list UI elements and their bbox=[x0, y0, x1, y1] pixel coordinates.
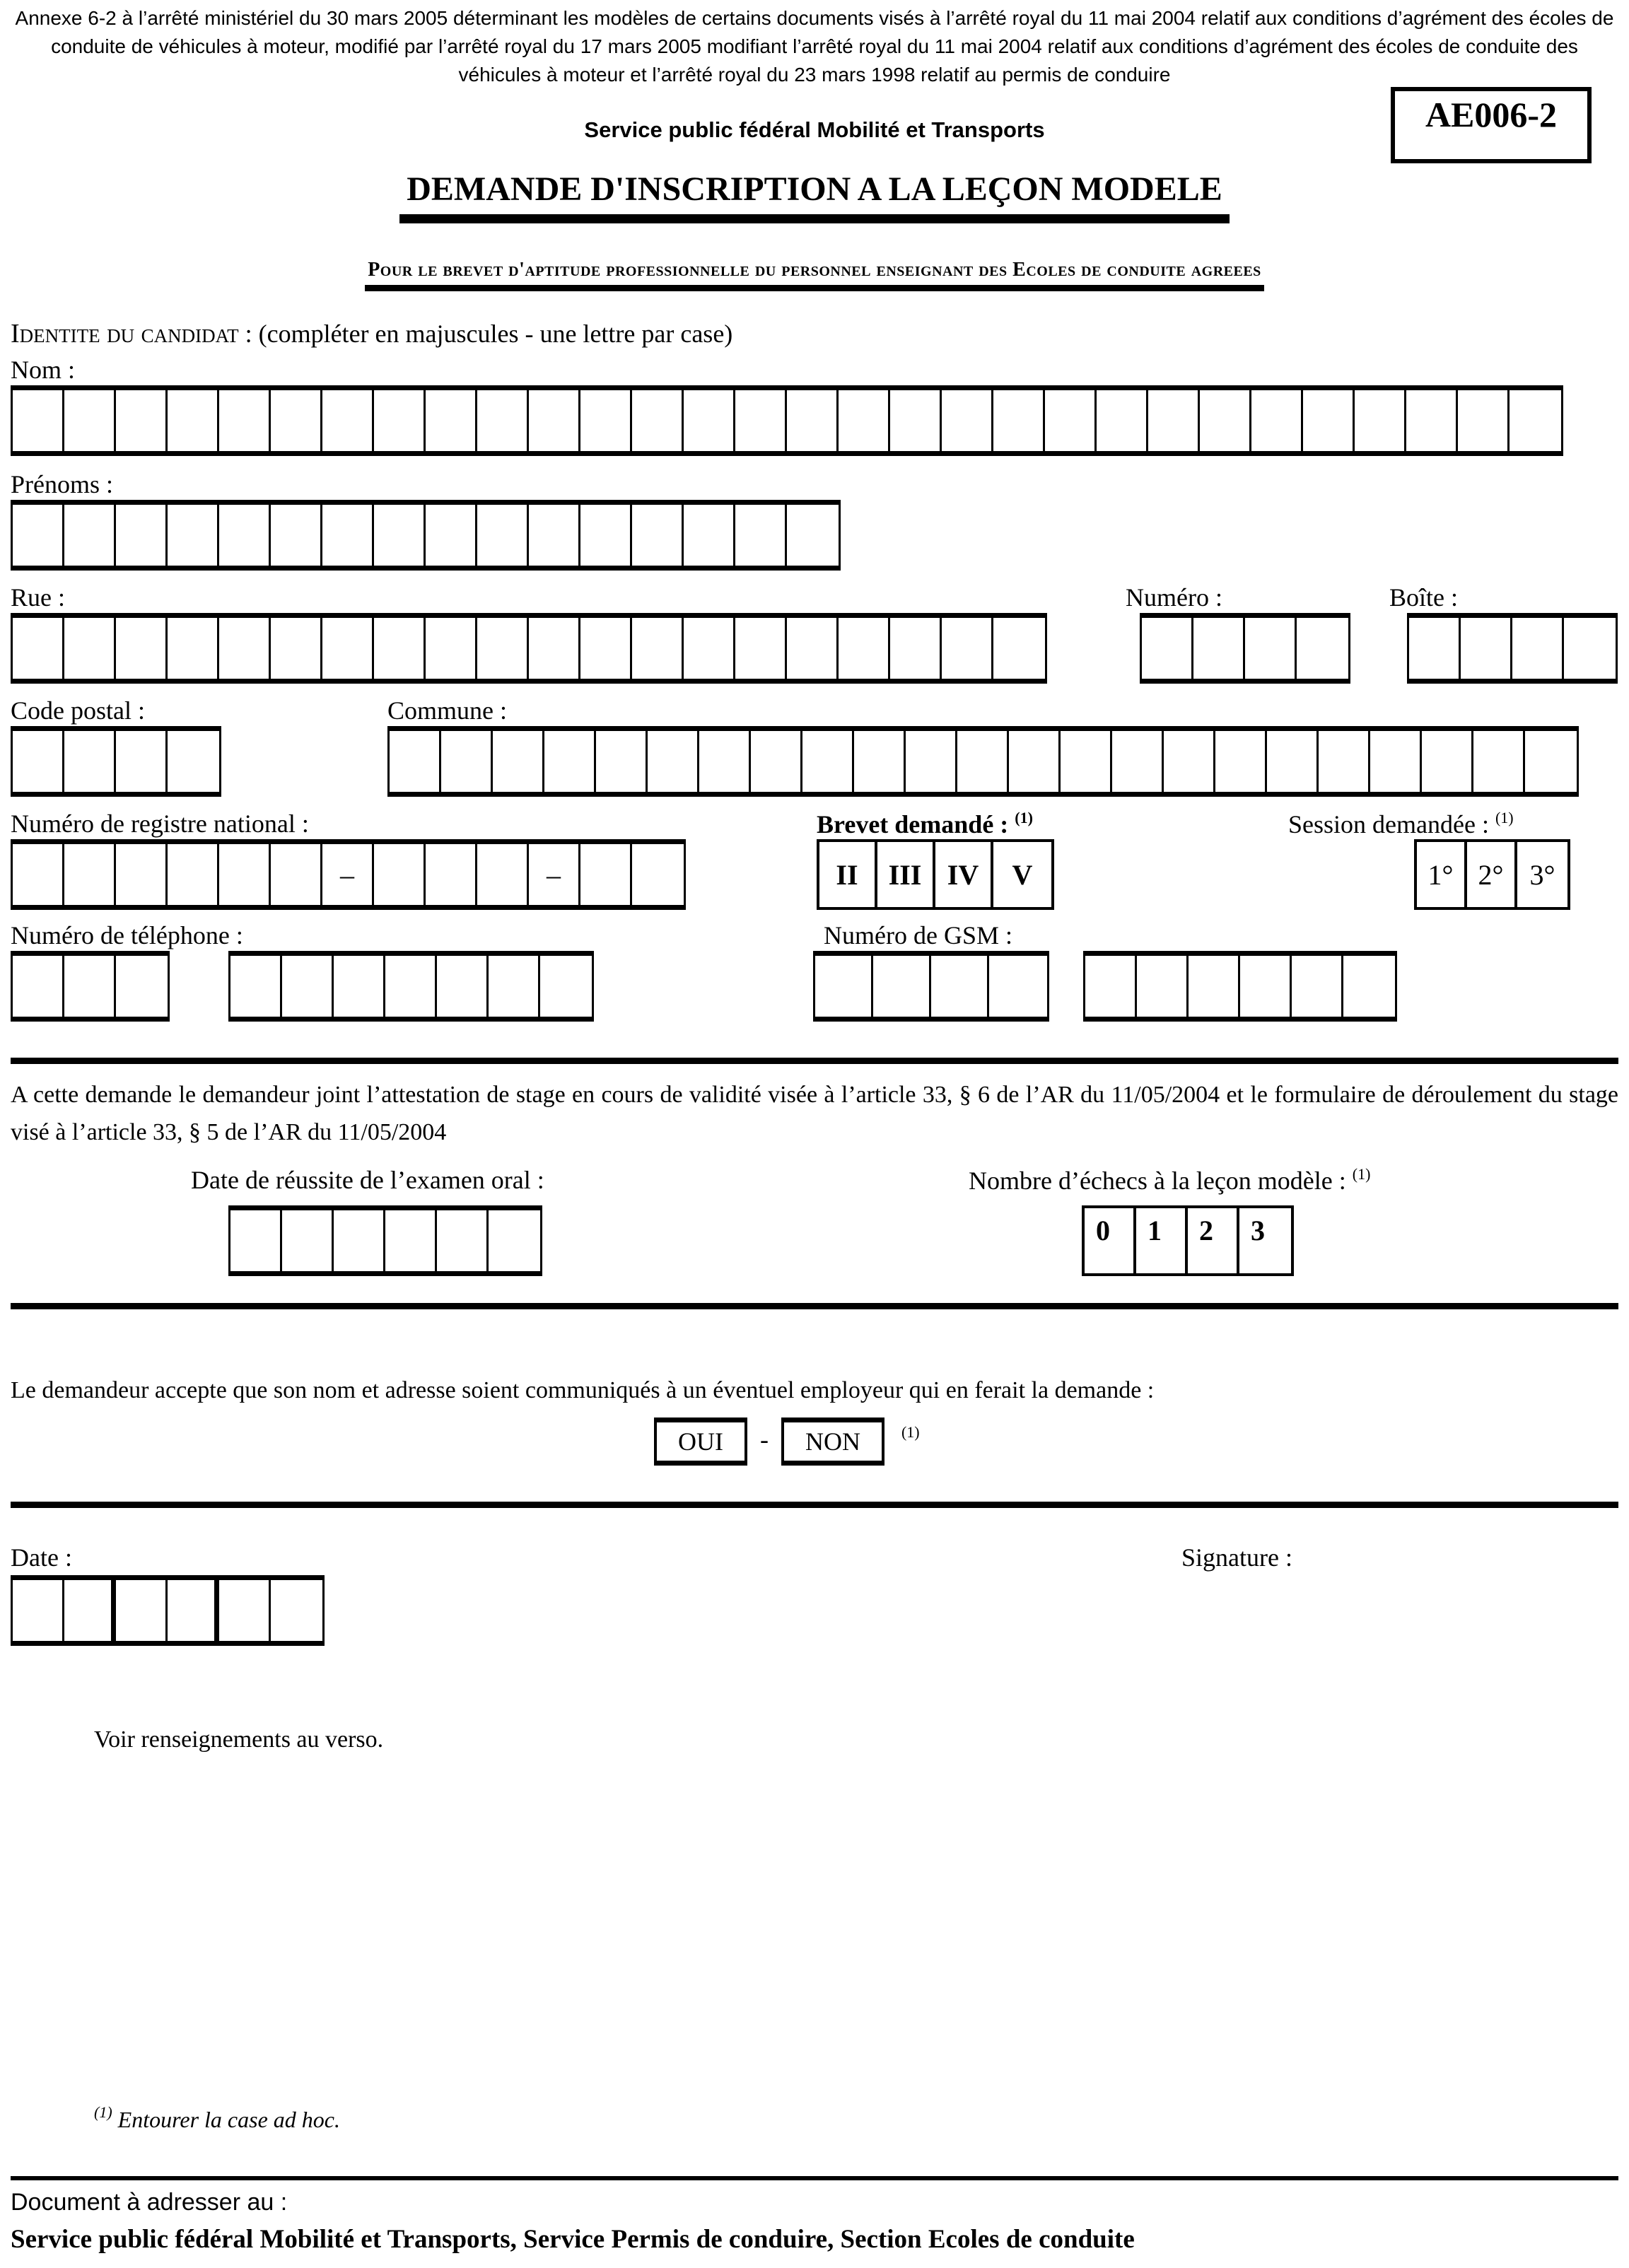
char-cell[interactable] bbox=[1112, 731, 1164, 792]
char-cell[interactable] bbox=[477, 390, 529, 451]
char-cell[interactable] bbox=[1267, 731, 1319, 792]
form-code-box: AE006-2 bbox=[1391, 87, 1592, 163]
char-cell[interactable] bbox=[489, 1210, 540, 1271]
option-cell[interactable]: 1 bbox=[1136, 1208, 1188, 1273]
label-nom: Nom : bbox=[11, 356, 76, 384]
char-cell[interactable] bbox=[1370, 731, 1422, 792]
grid-gsm-prefix[interactable] bbox=[813, 951, 1049, 1022]
char-cell[interactable] bbox=[437, 956, 489, 1017]
char-cell[interactable] bbox=[271, 505, 322, 566]
char-cell[interactable] bbox=[890, 390, 942, 451]
char-cell[interactable] bbox=[1319, 731, 1370, 792]
char-cell[interactable] bbox=[989, 956, 1047, 1017]
char-cell[interactable] bbox=[580, 844, 632, 905]
char-cell[interactable] bbox=[1137, 956, 1189, 1017]
option-cell[interactable]: 2° bbox=[1467, 842, 1517, 907]
char-cell[interactable] bbox=[13, 956, 64, 1017]
label-nb-echecs-text: Nombre d’échecs à la leçon modèle : bbox=[969, 1167, 1346, 1195]
char-cell[interactable] bbox=[1193, 618, 1245, 679]
char-cell[interactable] bbox=[931, 956, 989, 1017]
char-cell[interactable] bbox=[1458, 390, 1510, 451]
char-cell[interactable] bbox=[334, 956, 385, 1017]
subtitle: Pour le brevet d'aptitude professionnelle du personnel enseignant des Ecoles de conduite agreees bbox=[365, 259, 1264, 291]
char-cell[interactable] bbox=[1422, 731, 1473, 792]
char-cell[interactable] bbox=[1045, 390, 1097, 451]
option-cell[interactable]: 2 bbox=[1188, 1208, 1239, 1273]
identity-heading-caps: Identite du candidat bbox=[11, 319, 239, 349]
char-cell[interactable] bbox=[787, 505, 839, 566]
char-cell[interactable] bbox=[64, 844, 116, 905]
grid-prenoms[interactable] bbox=[11, 500, 841, 571]
consent-statement: Le demandeur accepte que son nom et adresse soient communiqués à un éventuel employeur qui en ferait la demande : bbox=[11, 1377, 1155, 1403]
footnote-marker: (1) bbox=[94, 2103, 112, 2121]
char-cell[interactable] bbox=[1245, 618, 1297, 679]
option-cell[interactable]: 0 bbox=[1085, 1208, 1136, 1273]
grid-numero[interactable] bbox=[1140, 613, 1350, 684]
char-cell[interactable] bbox=[1085, 956, 1137, 1017]
option-cell[interactable]: III bbox=[877, 842, 935, 907]
char-cell[interactable] bbox=[441, 731, 493, 792]
char-cell[interactable] bbox=[839, 390, 890, 451]
grid-echecs-options[interactable] bbox=[1082, 1205, 1294, 1276]
char-cell[interactable] bbox=[580, 505, 632, 566]
char-cell[interactable] bbox=[735, 505, 787, 566]
grid-rue[interactable] bbox=[11, 613, 1047, 684]
footnote bbox=[94, 2103, 340, 2133]
char-cell[interactable] bbox=[839, 618, 890, 679]
char-cell[interactable] bbox=[322, 390, 374, 451]
label-gsm: Numéro de GSM : bbox=[824, 921, 1012, 949]
char-cell[interactable] bbox=[942, 390, 993, 451]
char-cell[interactable] bbox=[374, 505, 426, 566]
char-cell[interactable] bbox=[854, 731, 906, 792]
char-cell[interactable] bbox=[230, 956, 282, 1017]
char-cell[interactable] bbox=[168, 1580, 219, 1641]
char-cell[interactable] bbox=[374, 618, 426, 679]
char-cell[interactable] bbox=[580, 390, 632, 451]
char-cell[interactable] bbox=[168, 844, 219, 905]
char-cell[interactable] bbox=[322, 618, 374, 679]
char-cell[interactable] bbox=[873, 956, 931, 1017]
char-cell[interactable] bbox=[540, 956, 592, 1017]
label-commune: Commune : bbox=[387, 696, 507, 725]
char-cell[interactable] bbox=[13, 505, 64, 566]
char-cell[interactable] bbox=[13, 390, 64, 451]
char-cell[interactable] bbox=[942, 618, 993, 679]
char-cell[interactable] bbox=[168, 618, 219, 679]
option-cell[interactable]: II bbox=[819, 842, 877, 907]
char-cell[interactable] bbox=[699, 731, 751, 792]
label-telephone: Numéro de téléphone : bbox=[11, 921, 243, 949]
char-cell[interactable] bbox=[282, 956, 334, 1017]
grid-telephone-number[interactable] bbox=[228, 951, 594, 1022]
label-nb-echecs bbox=[969, 1165, 1370, 1196]
char-cell[interactable] bbox=[322, 505, 374, 566]
char-cell[interactable] bbox=[334, 1210, 385, 1271]
char-cell[interactable] bbox=[1297, 618, 1348, 679]
char-cell[interactable] bbox=[1189, 956, 1240, 1017]
char-cell[interactable] bbox=[735, 618, 787, 679]
char-cell[interactable] bbox=[64, 618, 116, 679]
brevet-footnote-marker: (1) bbox=[1015, 809, 1033, 826]
label-brevet-demande bbox=[817, 809, 1033, 839]
char-cell[interactable] bbox=[116, 956, 168, 1017]
char-cell[interactable] bbox=[385, 956, 437, 1017]
verso-note: Voir renseignements au verso. bbox=[94, 1726, 384, 1753]
service-title: Service public fédéral Mobilité et Transports bbox=[584, 117, 1045, 142]
char-cell[interactable] bbox=[489, 956, 540, 1017]
char-cell[interactable] bbox=[64, 505, 116, 566]
char-cell[interactable] bbox=[993, 618, 1045, 679]
char-cell[interactable] bbox=[230, 1210, 282, 1271]
grid-nom[interactable] bbox=[11, 385, 1563, 456]
char-cell[interactable] bbox=[751, 731, 802, 792]
identity-heading-suffix: : (compléter en majuscules - une lettre par case) bbox=[238, 320, 733, 348]
option-cell[interactable]: 1° bbox=[1417, 842, 1467, 907]
dash-cell: – bbox=[322, 844, 374, 905]
char-cell[interactable] bbox=[684, 505, 735, 566]
char-cell[interactable] bbox=[1355, 390, 1406, 451]
char-cell[interactable] bbox=[684, 390, 735, 451]
consent-footnote-marker: (1) bbox=[901, 1423, 920, 1441]
char-cell[interactable] bbox=[1512, 618, 1564, 679]
char-cell[interactable] bbox=[1061, 731, 1112, 792]
char-cell[interactable] bbox=[1510, 390, 1561, 451]
char-cell[interactable] bbox=[374, 390, 426, 451]
char-cell[interactable] bbox=[426, 618, 477, 679]
char-cell[interactable] bbox=[13, 731, 64, 792]
char-cell[interactable] bbox=[426, 505, 477, 566]
char-cell[interactable] bbox=[529, 390, 580, 451]
char-cell[interactable] bbox=[580, 618, 632, 679]
char-cell[interactable] bbox=[735, 390, 787, 451]
grid-date[interactable] bbox=[11, 1575, 325, 1646]
char-cell[interactable] bbox=[632, 390, 684, 451]
label-session-text: Session demandée : bbox=[1288, 810, 1489, 838]
char-cell[interactable] bbox=[116, 618, 168, 679]
label-rue: Rue : bbox=[11, 583, 65, 612]
char-cell[interactable] bbox=[787, 390, 839, 451]
char-cell[interactable] bbox=[632, 505, 684, 566]
char-cell[interactable] bbox=[1240, 956, 1292, 1017]
char-cell[interactable] bbox=[116, 731, 168, 792]
char-cell[interactable] bbox=[64, 731, 116, 792]
subtitle-row bbox=[0, 259, 1629, 291]
label-brevet-text: Brevet demandé : bbox=[817, 810, 1009, 838]
char-cell[interactable] bbox=[787, 618, 839, 679]
char-cell[interactable] bbox=[1164, 731, 1215, 792]
oui-option[interactable]: OUI bbox=[654, 1418, 747, 1466]
label-date: Date : bbox=[11, 1543, 72, 1572]
char-cell[interactable] bbox=[1148, 390, 1200, 451]
char-cell[interactable] bbox=[219, 1580, 271, 1641]
char-cell[interactable] bbox=[271, 844, 322, 905]
grid-gsm-number[interactable] bbox=[1083, 951, 1397, 1022]
char-cell[interactable] bbox=[1097, 390, 1148, 451]
attestation-paragraph: A cette demande le demandeur joint l’attestation de stage en cours de validité visée à l’article 33, § 6 de l’AR du 11/05/2004 et le formulaire de déroulement du stage visé à l’article 33, § 5 de l’AR du 11/05/2004 bbox=[11, 1082, 1618, 1145]
char-cell[interactable] bbox=[116, 844, 168, 905]
char-cell[interactable] bbox=[437, 1210, 489, 1271]
label-code-postal: Code postal : bbox=[11, 696, 145, 725]
footnote-text: Entourer la case ad hoc. bbox=[117, 2107, 340, 2132]
non-option[interactable]: NON bbox=[781, 1418, 884, 1466]
choice-separator: - bbox=[759, 1425, 769, 1454]
char-cell[interactable] bbox=[684, 618, 735, 679]
char-cell[interactable] bbox=[632, 618, 684, 679]
option-cell[interactable]: 3 bbox=[1251, 1215, 1265, 1246]
char-cell[interactable] bbox=[1409, 618, 1461, 679]
char-cell[interactable] bbox=[648, 731, 699, 792]
char-cell[interactable] bbox=[168, 505, 219, 566]
char-cell[interactable] bbox=[219, 390, 271, 451]
char-cell[interactable] bbox=[1251, 390, 1303, 451]
char-cell[interactable] bbox=[219, 505, 271, 566]
char-cell[interactable] bbox=[64, 956, 116, 1017]
label-numero: Numéro : bbox=[1126, 583, 1222, 612]
grid-boite[interactable] bbox=[1407, 613, 1618, 684]
grid-registre-national[interactable] bbox=[11, 839, 686, 910]
label-prenoms: Prénoms : bbox=[11, 470, 114, 498]
char-cell[interactable] bbox=[116, 505, 168, 566]
session-footnote-marker: (1) bbox=[1495, 809, 1514, 826]
char-cell[interactable] bbox=[271, 1580, 322, 1641]
char-cell[interactable] bbox=[1215, 731, 1267, 792]
char-cell[interactable] bbox=[632, 844, 684, 905]
grid-code-postal[interactable] bbox=[11, 726, 221, 797]
char-cell[interactable] bbox=[13, 1580, 64, 1641]
char-cell[interactable] bbox=[426, 390, 477, 451]
char-cell[interactable] bbox=[477, 505, 529, 566]
char-cell[interactable] bbox=[219, 618, 271, 679]
char-cell[interactable] bbox=[477, 844, 529, 905]
annex-header: Annexe 6-2 à l’arrêté ministériel du 30 mars 2005 déterminant les modèles de certains documents visés à l’arrêté royal du 11 mai 2004 relatif aux conditions d’agrément des écoles de conduite de véhicules à moteur, modifié par l’arrêté royal du 17 mars 2005 modifiant l’arrêté royal du 11 mai 2004 relatif aux conditions d’agrément des écoles de conduite des véhicules à moteur et l’arrêté royal du 23 mars 1998 relatif au permis de conduire bbox=[15, 7, 1614, 86]
divider-4 bbox=[11, 2176, 1618, 2180]
char-cell[interactable] bbox=[1461, 618, 1512, 679]
option-cell[interactable]: V bbox=[1012, 858, 1033, 891]
char-cell[interactable] bbox=[426, 844, 477, 905]
char-cell[interactable] bbox=[596, 731, 648, 792]
char-cell[interactable] bbox=[64, 390, 116, 451]
char-cell[interactable] bbox=[271, 390, 322, 451]
char-cell[interactable] bbox=[168, 390, 219, 451]
dash-cell: – bbox=[529, 844, 580, 905]
char-cell[interactable] bbox=[116, 1580, 168, 1641]
page-title: DEMANDE D'INSCRIPTION A LA LEÇON MODELE bbox=[399, 170, 1230, 223]
char-cell[interactable] bbox=[64, 1580, 116, 1641]
char-cell[interactable] bbox=[529, 618, 580, 679]
char-cell[interactable] bbox=[390, 731, 441, 792]
divider-3 bbox=[11, 1502, 1618, 1508]
char-cell[interactable] bbox=[1303, 390, 1355, 451]
option-cell[interactable]: 3° bbox=[1529, 858, 1555, 891]
grid-date-reussite[interactable] bbox=[228, 1205, 542, 1276]
label-boite: Boîte : bbox=[1389, 583, 1458, 612]
char-cell[interactable] bbox=[1406, 390, 1458, 451]
char-cell[interactable] bbox=[890, 618, 942, 679]
char-cell[interactable] bbox=[219, 844, 271, 905]
address-line: Service public fédéral Mobilité et Transports, Service Permis de conduire, Section Ecoles de conduite bbox=[11, 2225, 1135, 2254]
grid-commune[interactable] bbox=[387, 726, 1579, 797]
label-session-demandee bbox=[1288, 809, 1514, 839]
char-cell[interactable] bbox=[385, 1210, 437, 1271]
label-date-reussite: Date de réussite de l’examen oral : bbox=[191, 1166, 544, 1194]
grid-telephone-prefix[interactable] bbox=[11, 951, 170, 1022]
char-cell[interactable] bbox=[1142, 618, 1193, 679]
char-cell[interactable] bbox=[1473, 731, 1525, 792]
char-cell[interactable] bbox=[1343, 956, 1395, 1017]
char-cell[interactable] bbox=[374, 844, 426, 905]
char-cell[interactable] bbox=[168, 731, 219, 792]
char-cell[interactable] bbox=[13, 618, 64, 679]
char-cell[interactable] bbox=[529, 505, 580, 566]
char-cell[interactable] bbox=[1009, 731, 1061, 792]
char-cell[interactable] bbox=[906, 731, 957, 792]
option-cell[interactable]: IV bbox=[935, 842, 993, 907]
divider-2 bbox=[11, 1303, 1618, 1309]
char-cell[interactable] bbox=[544, 731, 596, 792]
consent-choice-row bbox=[654, 1418, 920, 1466]
grid-brevet-options[interactable] bbox=[817, 839, 1054, 910]
char-cell[interactable] bbox=[13, 844, 64, 905]
echecs-footnote-marker: (1) bbox=[1352, 1165, 1371, 1183]
char-cell[interactable] bbox=[993, 390, 1045, 451]
char-cell[interactable] bbox=[802, 731, 854, 792]
char-cell[interactable] bbox=[493, 731, 544, 792]
char-cell[interactable] bbox=[1200, 390, 1251, 451]
char-cell[interactable] bbox=[477, 618, 529, 679]
divider-1 bbox=[11, 1058, 1618, 1064]
char-cell[interactable] bbox=[815, 956, 873, 1017]
grid-session-options[interactable] bbox=[1414, 839, 1570, 910]
char-cell[interactable] bbox=[957, 731, 1009, 792]
char-cell[interactable] bbox=[1525, 731, 1577, 792]
address-intro: Document à adresser au : bbox=[11, 2189, 288, 2216]
page-title-row bbox=[0, 170, 1629, 223]
char-cell[interactable] bbox=[282, 1210, 334, 1271]
char-cell[interactable] bbox=[1564, 618, 1616, 679]
identity-heading bbox=[11, 318, 732, 349]
label-registre-national: Numéro de registre national : bbox=[11, 809, 309, 838]
char-cell[interactable] bbox=[1292, 956, 1343, 1017]
label-signature: Signature : bbox=[1181, 1543, 1292, 1572]
char-cell[interactable] bbox=[116, 390, 168, 451]
char-cell[interactable] bbox=[271, 618, 322, 679]
